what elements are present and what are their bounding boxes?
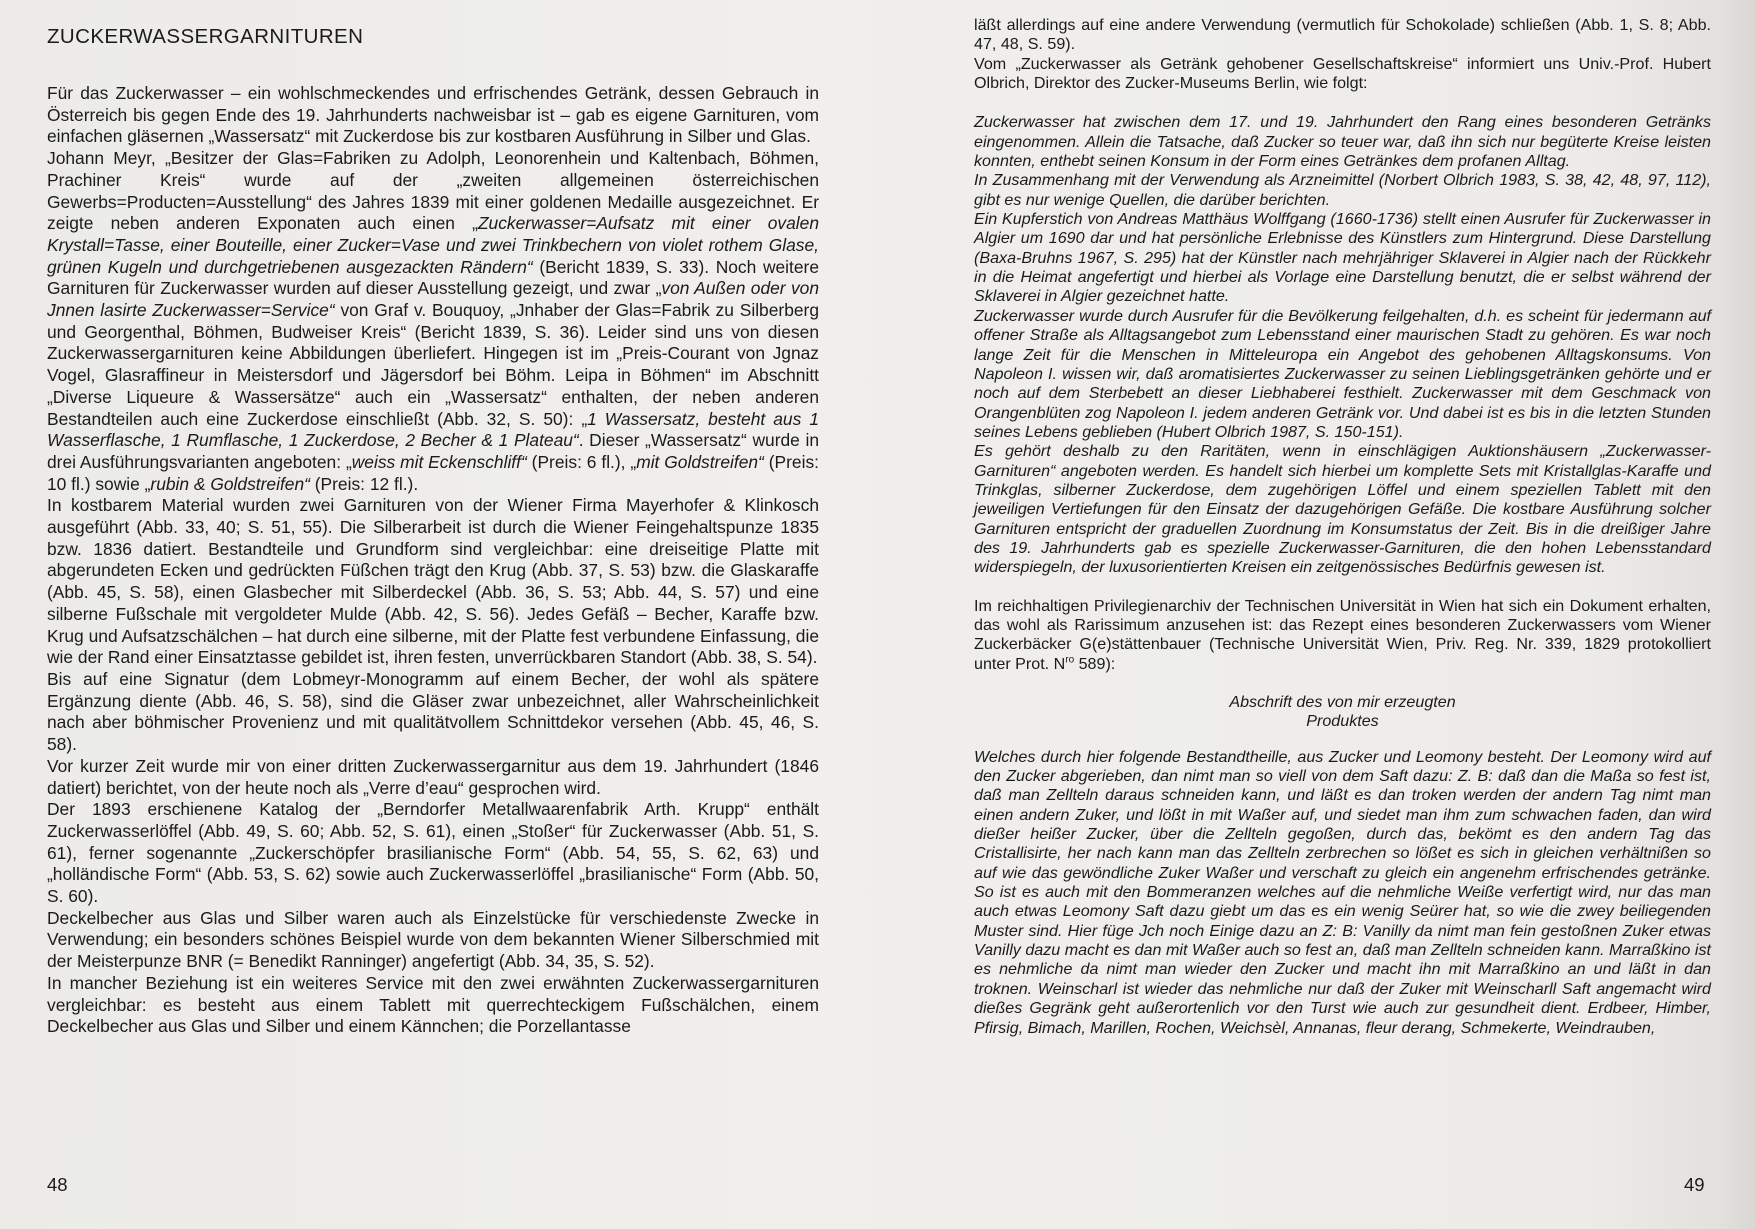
signatur-paragraph: Bis auf eine Signatur (dem Lobmeyr-Monogramm auf einem Becher, der wohl als spätere Ergänzung diente (Abb. 46, S. 58), sind die Gläser zwar unbezeichnet, aller Wahrscheinlichkeit nach aber böhmischer Provenienz und mit qualitätvollem Schnittdekor versehen (Abb. 45, 46, S. 58). <box>47 668 819 755</box>
intro-paragraph: Für das Zuckerwasser – ein wohlschmeckendes und erfrischendes Getränk, dessen Gebrauch in Österreich bis gegen Ende des 19. Jahrhunderts nachweisbar ist – gab es eigene Garnituren, vom einfachen gläsernen „Wassersatz“ mit Zuckerdose bis zur kostbaren Ausführung in Silber und Glas. <box>47 83 819 147</box>
olbrich-quote-2: In Zusammenhang mit der Verwendung als Arzneimittel (Norbert Olbrich 1983, S. 38, 42, 48, 97, 112), gibt es nur wenige Quellen, die darüber berichten. <box>974 171 1711 209</box>
page-number-right: 49 <box>1684 1174 1705 1195</box>
privilegienarchiv-paragraph: Im reichhaltigen Privilegienarchiv der Technischen Universität in Wien hat sich ein Dokument erhalten, das wohl als Rarissimum anzusehen ist: das Rezept eines besonderen Zuckerwassers vom Wiener Zuckerbäcker G(e)stättenbauer (Technische Universität Wien, Priv. Reg. Nr. 339, 1829 protokolliert unter Prot. $N^{ro}$ 589): <box>974 596 1711 673</box>
olbrich-quote-3: Ein Kupferstich von Andreas Matthäus Wolffgang (1660-1736) stellt einen Ausrufer für Zuckerwasser in Algier um 1690 dar und hat persönliche Erlebnisse des Künstlers zum Hintergrund. Diese Darstellung (Baxa-Bruhns 1967, S. 295) hat der Künstler nach mehrjähriger Sklaverei in Algier nach der Rückkehr in die Heimat angefertigt und hierbei als Vorlage eine Darstellung benutzt, die er selbst während der Sklaverei in Algier gezeichnet hatte. <box>974 210 1711 306</box>
abschrift-heading-line-2: Produktes <box>1306 712 1379 731</box>
olbrich-intro-paragraph: Vom „Zuckerwasser als Getränk gehobener Gesellschaftskreise“ informiert uns Univ.-Prof. Hubert Olbrich, Direktor des Zucker-Museums Berlin, wie folgt: <box>974 54 1711 93</box>
meyr-paragraph: Johann Meyr, „Besitzer der Glas=Fabriken zu Adolph, Leonorenhein und Kaltenbach, Böhmen, Prachiner Kreis“ wurde auf der „zweiten allgemeinen österreichischen Gewerbs=Producten=Ausstellung“ des Jahres 1839 mit einer goldenen Medaille ausgezeichnet. Er zeigte neben anderen Exponaten auch einen „Zuckerwasser=Aufsatz mit einer ovalen Krystall=Tasse, einer Bouteille, einer Zucker=Vase und zwei Trinkbechern von violet rothem Glase, grünen Kugeln und durchgetriebenen ausgezackten Rändern“ (Bericht 1839, S. 33). Noch weitere Garnituren für Zuckerwasser wurden auf dieser Ausstellung gezeigt, und zwar „von Außen oder von Jnnen lasirte Zuckerwasser=Service“ von Graf v. Bouquoy, „Jnhaber der Glas=Fabrik zu Silberberg und Georgenthal, Böhmen, Budweiser Kreis“ (Bericht 1839, S. 36). Leider sind uns von diesen Zuckerwassergarnituren keine Abbildungen überliefert. Hingegen ist im „Preis-Courant von Jgnaz Vogel, Glasraffineur in Meistersdorf und Jägersdorf bei Böhm. Leipa in Böhmen“ im Abschnitt „Diverse Liqueure & Wassersätze“ auch ein „Wassersatz“ enthalten, der neben anderen Bestandteilen auch eine Zuckerdose einschließt (Abb. 32, S. 50): „1 Wassersatz, besteht aus 1 Wasserflasche, 1 Rumflasche, 1 Zuckerdose, 2 Becher & 1 Plateau“. Dieser „Wassersatz“ wurde in drei Ausführungsvarianten angeboten: „weiss mit Eckenschliff“ (Preis: 6 fl.), „mit Goldstreifen“ (Preis: 10 fl.) sowie „rubin & Goldstreifen“ (Preis: 12 fl.). <box>47 148 820 494</box>
verre-deau-paragraph: Vor kurzer Zeit wurde mir von einer dritten Zuckerwassergarnitur aus dem 19. Jahrhundert (1846 datiert) berichtet, von der heute noch als „Verre d’eau“ gesprochen wird. <box>47 755 819 798</box>
left-page-column <box>47 25 819 1038</box>
continuation-paragraph: läßt allerdings auf eine andere Verwendung (vermutlich für Schokolade) schließen (Abb. 1, S. 8; Abb. 47, 48, S. 59). <box>974 16 1711 54</box>
mayerhofer-paragraph: In kostbarem Material wurden zwei Garnituren von der Wiener Firma Mayerhofer & Klinkosch ausgeführt (Abb. 33, 40; S. 51, 55). Die Silberarbeit ist durch die Wiener Feingehaltspunze 1835 bzw. 1836 datiert. Bestandteile und Grundform sind vergleichbar: eine dreiseitige Platte mit abgerundeten Ecken und gedrückten Füßchen trägt den Krug (Abb. 37, S. 53) bzw. die Glaskaraffe (Abb. 45, S. 58), einen Glasbecher mit Silberdeckel (Abb. 36, S. 53; Abb. 44, S. 57) und eine silberne Fußschale mit vergoldeter Mulde (Abb. 42, S. 56). Jedes Gefäß – Becher, Karaffe bzw. Krug und Aufsatzschälchen – hat durch eine silberne, mit der Platte fest verbundene Einfassung, die wie der Rand einer Einsatztasse gebildet ist, ihren festen, unverrückbaren Standort (Abb. 38, S. 54). <box>47 495 819 668</box>
left-page-body <box>47 83 819 1038</box>
berndorf-paragraph: Der 1893 erschienene Katalog der „Berndorfer Metallwaarenfabrik Arth. Krupp“ enthält Zuckerwasserlöffel (Abb. 49, S. 60; Abb. 52, S. 61), einen „Stoßer“ für Zuckerwasser (Abb. 51, S. 61), ferner sogenannte „Zuckerschöpfer brasilianische Form“ (Abb. 54, 55, S. 62, 63) und „holländische Form“ (Abb. 53, S. 62) sowie auch Zuckerwasserlöffel „brasilianische“ Form (Abb. 50, S. 60). <box>47 799 819 907</box>
article-title: ZUCKERWASSERGARNITUREN <box>47 25 364 48</box>
service-paragraph: In mancher Beziehung ist ein weiteres Service mit den zwei erwähnten Zuckerwassergarnituren vergleichbar: es besteht aus einem Tablett mit querrechteckigem Fußschälchen, einem Deckelbecher aus Glas und Silber und einem Kännchen; die Porzellantasse <box>47 972 819 1037</box>
right-page-column <box>974 16 1711 1038</box>
abschrift-heading-line-1: Abschrift des von mir erzeugten <box>1229 693 1456 711</box>
deckelbecher-paragraph: Deckelbecher aus Glas und Silber waren auch als Einzelstücke für verschiedenste Zwecke in Verwendung; ein besonders schönes Beispiel wurde von dem bekannten Wiener Silberschmied mit der Meisterpunze BNR (= Benedikt Ranninger) angefertigt (Abb. 34, 35, S. 52). <box>47 907 819 972</box>
olbrich-quote-5: Es gehört deshalb zu den Raritäten, wenn in einschlägigen Auktionshäusern „Zuckerwasser-Garnituren“ angeboten werden. Es handelt sich hierbei um komplette Sets mit Kristallglas-Karaffe und Trinkglas, silberner Zuckerdose, dem zugehörigen Löffel und einem speziellen Tablett mit den jeweiligen Vertiefungen für den Einsatz der dazugehörigen Gefäße. Die kostbare Ausführung solcher Garnituren entspricht der graduellen Zuordnung im Konsumstatus der Zeit. Bis in die dreißiger Jahre des 19. Jahrhunderts gab es spezielle Zuckerwasser-Garnituren, die den hohen Lebensstandard widerspiegeln, der luxusorientierten Kreisen ein zeitgenössisches Bedürfnis gewesen ist. <box>974 442 1711 577</box>
page-number-left: 48 <box>47 1174 68 1195</box>
olbrich-quote-1: Zuckerwasser hat zwischen dem 17. und 19. Jahrhundert den Rang eines besonderen Getränks eingenommen. Allein die Tatsache, daß Zucker so teuer war, daß ihn sich nur begüterte Kreise leisten konnten, enthebt seinen Konsum in der Form eines Getränkes dem profanen Alltag. <box>974 113 1711 171</box>
recipe-paragraph: Welches durch hier folgende Bestandtheille, aus Zucker und Leomony besteht. Der Leomony wird auf den Zucker abgerieben, dan nimt man so viell von dem Saft dazu: Z. B: daß dan die Maßa so fest ist, daß man Zellteln daraus schneiden kann, und läßt es dan troken werden der andern Tag nimt man einen andern Zuker, und lößt in mit Waßer auf, und siedet man ihm zum schwachen faden, dan wird dießer heißer Zucker, über die Zellteln gegoßen, durch das, bekömt es den andern Tag das Cristallisirte, her nach kann man das Zellteln zerbrechen so lößet es sich in gleichen verhältnißen so auf wie das gewöndliche Zuker Waßer und verschaft zu gleich ein angenehm erfrischendes getränke. So ist es auch mit den Bommeranzen welches auf die nehmliche Weiße verfertigt wird, nur das man auch etwas Leomony Saft dazu giebt um das es ein wenig Seürer hat, so wie die zwey beiliegenden Muster sind. Hier füge Jch noch Einige dazu an Z: B: Vanilly da nimt man fein gestoßnen Zuker etwas Vanilly dazu macht es dan mit Waßer auch so fest an, daß man Zellteln schneiden kann. Marraßkino ist es nehmliche da nimt man wieder den Zucker und macht ihn mit Marraßkino an und läßt in dan troknen. Weinscharl ist wieder das nehmliche nur daß der Zuker mit Weinscharll Saft angemacht wird dießes Gegränk geht außerortenlich vor den Turst wie auch zur gesundheit dient. Erdbeer, Himber, Pfirsig, Bimach, Marillen, Rochen, Weichsèl, Annanas, fleur derang, Schmekerte, Weindrauben, <box>974 747 1711 1037</box>
olbrich-quote-4: Zuckerwasser wurde durch Ausrufer für die Bevölkerung feilgehalten, d.h. es scheint für jedermann auf offener Straße als Alltagsangebot zum Lebensstand einer maurischen Stadt zu gehören. Es war noch lange Zeit für die Menschen in Mitteleuropa ein Angebot des gehobenen Alltagskonsums. Von Napoleon I. wissen wir, daß aromatisiertes Zuckerwasser zu seinen Lieblingsgetränken gehörte und er noch auf dem Sterbebett an dieser Liebhaberei festhielt. Zuckerwasser mit dem Geschmack von Orangenblüten zog Napoleon I. jedem anderen Getränk vor. Und dabei ist es bis in die letzten Stunden seines Lebens geblieben (Hubert Olbrich 1987, S. 150-151). <box>974 306 1711 441</box>
